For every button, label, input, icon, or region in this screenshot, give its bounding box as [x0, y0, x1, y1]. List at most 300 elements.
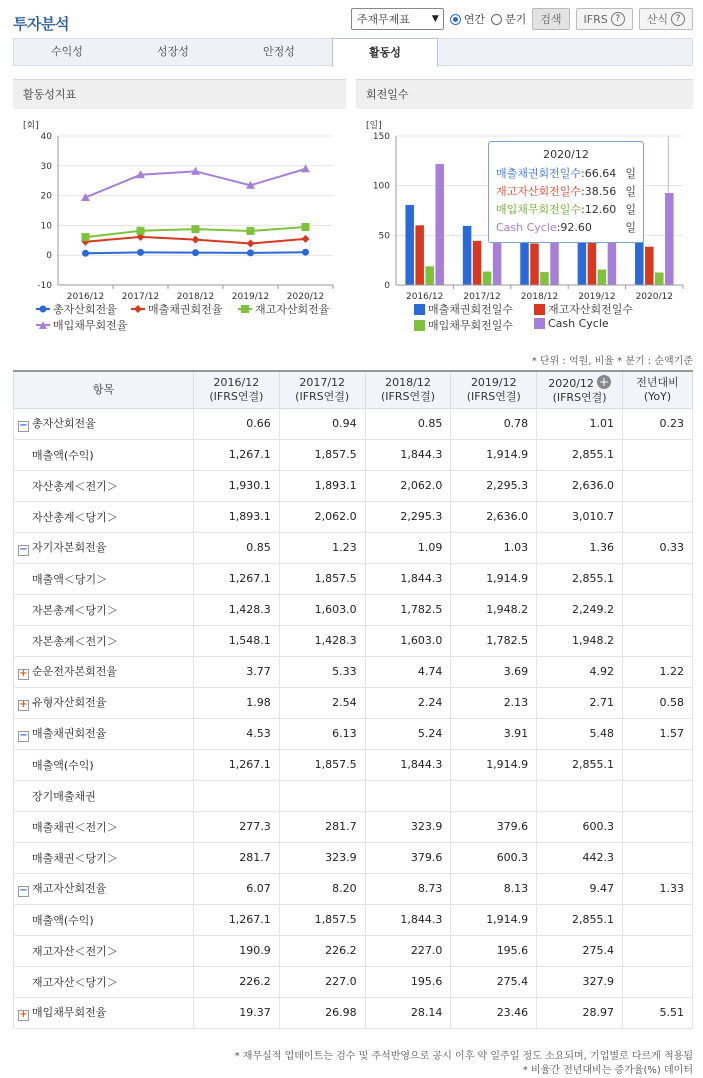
table-cell: 3.77 — [194, 656, 280, 687]
row-label-cell — [14, 904, 194, 935]
legend-swatch — [534, 318, 545, 329]
table-cell: 327.9 — [537, 966, 623, 997]
data-point[interactable] — [302, 235, 310, 243]
y-tick-label: 50 — [378, 231, 390, 242]
table-cell: 600.3 — [451, 842, 537, 873]
tooltip-value: :38.56 — [581, 185, 617, 198]
ifrs-button-label: IFRS — [583, 12, 608, 26]
tooltip-label: 매입채무회전일수 — [496, 203, 582, 216]
data-point[interactable] — [302, 223, 310, 231]
row-label: 자기자본회전율 — [32, 541, 107, 554]
expand-plus-icon[interactable]: + — [19, 699, 28, 710]
tooltip-label: Cash Cycle — [496, 221, 557, 234]
table-cell: 2,062.0 — [279, 501, 365, 532]
y-axis-label: [일] — [366, 121, 382, 131]
table-cell — [623, 842, 693, 873]
legend-item[interactable] — [534, 317, 609, 330]
data-point[interactable] — [302, 249, 309, 256]
table-cell: 1,914.9 — [451, 904, 537, 935]
table-cell: 1.22 — [623, 656, 693, 687]
table-cell — [537, 780, 623, 811]
table-cell: 1,930.1 — [194, 470, 280, 501]
tooltip-unit: 일 — [625, 221, 636, 234]
tooltip-unit: 일 — [625, 167, 636, 180]
header-sub: (IFRS연결) — [209, 389, 264, 403]
legend-item[interactable] — [534, 301, 633, 317]
table-cell: 0.78 — [451, 408, 537, 439]
radio-annual-dot[interactable] — [450, 14, 461, 25]
statement-select-value: 주재무제표 — [356, 13, 410, 26]
bar[interactable] — [435, 164, 444, 285]
legend-label: 재고자산회전일수 — [548, 303, 634, 316]
table-cell: 277.3 — [194, 811, 280, 842]
tab-growth[interactable]: 성장성 — [157, 45, 189, 58]
collapse-minus-icon[interactable]: − — [19, 730, 28, 741]
table-cell: 0.23 — [623, 408, 693, 439]
table-cell: 226.2 — [279, 935, 365, 966]
row-label: 자산총계＜전기＞ — [32, 479, 118, 493]
data-point[interactable] — [192, 249, 199, 256]
x-tick-label: 2016/12 — [66, 292, 105, 302]
tab-bar — [13, 38, 693, 66]
row-label-cell — [14, 718, 194, 749]
row-label: 매출채권＜당기＞ — [32, 851, 118, 865]
table-cell — [623, 749, 693, 780]
tooltip-value: :66.64 — [581, 167, 617, 180]
table-cell: 0.85 — [194, 532, 280, 563]
table-row — [14, 780, 693, 811]
tab-profitability[interactable]: 수익성 — [51, 45, 83, 58]
x-tick-label: 2019/12 — [231, 292, 270, 302]
header-sub: (IFRS연결) — [552, 390, 607, 404]
x-tick-label: 2019/12 — [578, 292, 616, 302]
row-label: 재고자산＜당기＞ — [32, 975, 118, 989]
row-label-cell — [14, 997, 194, 1028]
unit-note: * 단위 : 억원, 비율 * 분기 : 순액기준 — [531, 356, 693, 367]
ifrs-button[interactable] — [576, 8, 633, 30]
row-label: 자본총계＜전기＞ — [32, 634, 118, 648]
row-label-cell — [14, 439, 194, 470]
legend-label: 총자산회전율 — [53, 303, 117, 316]
row-label: 재고자산＜전기＞ — [32, 944, 118, 958]
tooltip-label: 매출채권회전일수 — [496, 167, 582, 180]
data-point[interactable] — [247, 240, 255, 248]
tooltip-unit: 일 — [625, 185, 636, 198]
table-cell — [623, 625, 693, 656]
data-point[interactable] — [82, 250, 89, 257]
table-cell: 5.51 — [623, 997, 693, 1028]
table-cell: 1,782.5 — [451, 625, 537, 656]
left-panel-title: 활동성지표 — [13, 79, 346, 109]
legend-item[interactable] — [36, 301, 117, 317]
legend-label: 매출채권회전일수 — [428, 303, 514, 316]
data-point[interactable] — [192, 225, 200, 233]
table-cell — [623, 935, 693, 966]
table-cell: 323.9 — [279, 842, 365, 873]
table-cell — [451, 780, 537, 811]
legend-item[interactable] — [131, 301, 222, 317]
data-point[interactable] — [247, 249, 254, 256]
row-label-cell — [14, 687, 194, 718]
table-cell: 5.48 — [537, 718, 623, 749]
header-label: 항목 — [92, 382, 115, 396]
table-row — [14, 749, 693, 780]
table-cell: 1,857.5 — [279, 439, 365, 470]
triangle-marker-icon — [36, 320, 50, 330]
table-cell: 1,844.3 — [365, 904, 451, 935]
table-cell: 2,636.0 — [451, 501, 537, 532]
table-cell: 600.3 — [537, 811, 623, 842]
table-row — [14, 966, 693, 997]
y-tick-label: 20 — [40, 191, 52, 202]
radio-annual-label: 연간 — [463, 13, 485, 26]
y-tick-label: 100 — [372, 181, 390, 192]
table-cell: 1,267.1 — [194, 439, 280, 470]
table-cell: 1,603.0 — [279, 594, 365, 625]
row-label: 매출액(수익) — [32, 758, 94, 772]
tooltip-row — [496, 183, 636, 201]
header-label: 2020/12 — [548, 376, 594, 390]
square-marker-icon — [238, 304, 252, 314]
bar[interactable] — [425, 266, 434, 285]
table-cell: 442.3 — [537, 842, 623, 873]
row-label-cell — [14, 842, 194, 873]
table-cell: 1.33 — [623, 873, 693, 904]
data-point[interactable] — [192, 236, 200, 244]
bar[interactable] — [463, 226, 472, 285]
header-year — [194, 371, 280, 408]
y-tick-label: 0 — [46, 251, 52, 262]
table-cell: 3.91 — [451, 718, 537, 749]
table-cell: 275.4 — [537, 935, 623, 966]
tooltip-row — [496, 219, 636, 237]
statement-select[interactable] — [351, 8, 444, 30]
table-cell: 3,010.7 — [537, 501, 623, 532]
bar[interactable] — [473, 241, 482, 285]
table-cell: 0.85 — [365, 408, 451, 439]
row-label: 자산총계＜당기＞ — [32, 510, 118, 524]
y-tick-label: 10 — [40, 221, 52, 232]
table-cell: 379.6 — [451, 811, 537, 842]
formula-button[interactable] — [639, 8, 693, 30]
table-cell — [623, 439, 693, 470]
tab-activity[interactable]: 활동성 — [332, 38, 438, 67]
table-header-row — [14, 371, 693, 408]
formula-button-label: 산식 — [646, 13, 668, 26]
bar[interactable] — [655, 272, 664, 285]
row-label: 유형자산회전율 — [32, 696, 107, 709]
table-cell: 2,855.1 — [537, 439, 623, 470]
table-cell: 2.54 — [279, 687, 365, 718]
chart-tooltip — [488, 141, 644, 243]
legend-label: 매입채무회전일수 — [428, 319, 514, 332]
table-cell: 2.24 — [365, 687, 451, 718]
data-point[interactable] — [82, 233, 90, 241]
bar-chart-legend — [414, 301, 693, 333]
row-label: 재고자산회전율 — [32, 882, 107, 895]
footnote: * 재무실적 업데이트는 검수 및 주석반영으로 공시 이후 약 일주일 정도 소요되며, 기업별로 다르게 적용됨 — [234, 1051, 693, 1062]
x-tick-label: 2017/12 — [463, 292, 501, 302]
legend-swatch — [414, 320, 425, 331]
table-cell: 1.09 — [365, 532, 451, 563]
table-cell: 4.92 — [537, 656, 623, 687]
table-cell — [623, 501, 693, 532]
row-label: 매출액＜당기＞ — [32, 572, 108, 586]
tooltip-row — [496, 201, 636, 219]
table-cell: 0.33 — [623, 532, 693, 563]
page-title: 투자분석 — [13, 15, 69, 33]
table-cell: 1,914.9 — [451, 749, 537, 780]
tooltip-label: 재고자산회전일수 — [496, 185, 582, 198]
x-tick-label: 2020/12 — [635, 292, 673, 302]
table-row — [14, 439, 693, 470]
table-row — [14, 408, 693, 439]
row-label-cell — [14, 501, 194, 532]
table-row — [14, 687, 693, 718]
table-cell: 8.20 — [279, 873, 365, 904]
x-tick-label: 2016/12 — [406, 292, 444, 302]
table-cell: 1,857.5 — [279, 563, 365, 594]
table-cell: 1,914.9 — [451, 439, 537, 470]
table-cell: 1,893.1 — [279, 470, 365, 501]
table-cell: 1.01 — [537, 408, 623, 439]
table-cell: 1,267.1 — [194, 904, 280, 935]
table-cell: 1.03 — [451, 532, 537, 563]
header-sub: (IFRS연결) — [380, 389, 436, 403]
y-tick-label: 150 — [372, 132, 390, 142]
x-tick-label: 2017/12 — [121, 292, 160, 302]
table-row — [14, 718, 693, 749]
legend-label: 매출채권회전율 — [148, 303, 223, 316]
header-year — [365, 371, 451, 408]
table-cell — [365, 780, 451, 811]
row-label-cell — [14, 873, 194, 904]
radio-quarter-dot[interactable] — [491, 14, 502, 25]
table-cell: 281.7 — [279, 811, 365, 842]
table-cell: 281.7 — [194, 842, 280, 873]
table-cell: 227.0 — [365, 935, 451, 966]
table-cell: 2.13 — [451, 687, 537, 718]
x-tick-label: 2018/12 — [520, 292, 559, 302]
row-label-cell — [14, 966, 194, 997]
table-cell: 1,844.3 — [365, 439, 451, 470]
chevron-down-icon: ▼ — [431, 14, 439, 24]
bar[interactable] — [645, 247, 654, 285]
table-cell: 9.47 — [537, 873, 623, 904]
table-cell: 226.2 — [194, 966, 280, 997]
help-icon: ? — [611, 12, 625, 26]
table-row — [14, 625, 693, 656]
table-cell: 1,782.5 — [365, 594, 451, 625]
search-button[interactable] — [532, 8, 569, 30]
table-row — [14, 470, 693, 501]
table-cell: 1,603.0 — [365, 625, 451, 656]
table-cell: 1,548.1 — [194, 625, 280, 656]
table-cell: 2,062.0 — [365, 470, 451, 501]
data-point[interactable] — [137, 227, 145, 235]
table-cell: 1,914.9 — [451, 563, 537, 594]
table-cell: 4.74 — [365, 656, 451, 687]
bar[interactable] — [665, 193, 674, 285]
table-cell: 1.23 — [279, 532, 365, 563]
table-cell: 1.57 — [623, 718, 693, 749]
table-cell: 1,267.1 — [194, 563, 280, 594]
activity-table — [13, 370, 693, 1029]
table-cell — [623, 780, 693, 811]
table-cell — [194, 780, 280, 811]
bar[interactable] — [598, 270, 607, 285]
tooltip-unit: 일 — [625, 203, 636, 216]
header-label: 2019/12 — [470, 375, 517, 389]
row-label: 매입채무회전율 — [32, 1006, 107, 1019]
row-label-cell — [14, 656, 194, 687]
table-cell: 3.69 — [451, 656, 537, 687]
table-cell: 2,295.3 — [365, 501, 451, 532]
data-point[interactable] — [137, 249, 144, 256]
top-controls — [351, 7, 693, 31]
table-cell: 19.37 — [194, 997, 280, 1028]
table-cell: 195.6 — [365, 966, 451, 997]
line-chart-legend — [36, 301, 346, 333]
table-row — [14, 532, 693, 563]
tooltip-title: 2020/12 — [543, 148, 589, 161]
table-cell: 2.71 — [537, 687, 623, 718]
table-cell: 1,857.5 — [279, 749, 365, 780]
row-label-cell — [14, 780, 194, 811]
collapse-minus-icon[interactable]: − — [19, 544, 28, 555]
table-row — [14, 656, 693, 687]
header-year — [537, 371, 623, 408]
row-label-cell — [14, 749, 194, 780]
table-cell: 195.6 — [451, 935, 537, 966]
table-cell: 28.14 — [365, 997, 451, 1028]
table-cell: 1,844.3 — [365, 749, 451, 780]
table-cell: 1,428.3 — [279, 625, 365, 656]
table-row — [14, 935, 693, 966]
table-row — [14, 594, 693, 625]
table-cell: 6.07 — [194, 873, 280, 904]
table-cell: 190.9 — [194, 935, 280, 966]
header-label: 2016/12 — [213, 375, 260, 389]
table-cell: 1,893.1 — [194, 501, 280, 532]
table-cell: 0.66 — [194, 408, 280, 439]
table-cell: 2,855.1 — [537, 749, 623, 780]
table-cell: 379.6 — [365, 842, 451, 873]
row-label: 장기매출채권 — [32, 789, 96, 803]
diamond-marker-icon — [131, 304, 145, 314]
activity-line-chart — [13, 112, 346, 302]
table-cell: 26.98 — [279, 997, 365, 1028]
table-cell: 1,857.5 — [279, 904, 365, 935]
row-label: 매출채권회전율 — [32, 727, 107, 740]
table-row — [14, 904, 693, 935]
bar[interactable] — [483, 272, 492, 285]
expand-plus-icon[interactable]: + — [19, 1009, 28, 1020]
circle-marker-icon — [36, 304, 50, 314]
row-label-cell — [14, 625, 194, 656]
table-cell: 323.9 — [365, 811, 451, 842]
legend-item[interactable] — [414, 301, 513, 317]
y-tick-label: 0 — [384, 281, 390, 291]
table-cell: 1,844.3 — [365, 563, 451, 594]
tab-stability[interactable]: 안정성 — [263, 45, 295, 58]
bar[interactable] — [588, 240, 597, 285]
row-label-cell — [14, 811, 194, 842]
row-label: 매출액(수익) — [32, 448, 94, 462]
table-cell: 2,855.1 — [537, 563, 623, 594]
table-cell: 1.98 — [194, 687, 280, 718]
legend-item[interactable] — [238, 301, 329, 317]
table-row — [14, 811, 693, 842]
radio-quarter[interactable] — [491, 11, 526, 27]
header-label: 2018/12 — [385, 375, 431, 389]
y-tick-label: -10 — [37, 281, 52, 291]
row-label-cell — [14, 470, 194, 501]
expand-plus-icon[interactable]: + — [598, 374, 609, 389]
header-year — [451, 371, 537, 408]
bar[interactable] — [530, 243, 539, 285]
table-cell: 2,636.0 — [537, 470, 623, 501]
bar[interactable] — [540, 272, 549, 285]
legend-item[interactable] — [36, 317, 127, 333]
table-cell — [623, 594, 693, 625]
radio-annual[interactable] — [450, 11, 485, 27]
y-tick-label: 30 — [40, 161, 52, 172]
table-cell — [623, 966, 693, 997]
collapse-minus-icon[interactable]: − — [19, 885, 28, 896]
table-cell: 1.36 — [537, 532, 623, 563]
table-cell: 1,267.1 — [194, 749, 280, 780]
row-label: 순운전자본회전율 — [32, 665, 118, 678]
table-cell: 275.4 — [451, 966, 537, 997]
header-item — [14, 371, 194, 408]
right-panel-title: 회전일수 — [356, 79, 693, 109]
table-row — [14, 873, 693, 904]
row-label-cell — [14, 532, 194, 563]
expand-plus-icon[interactable]: + — [19, 668, 28, 679]
table-cell — [623, 904, 693, 935]
row-label-cell — [14, 594, 194, 625]
help-icon: ? — [671, 12, 685, 26]
table-cell: 23.46 — [451, 997, 537, 1028]
header-sub: (IFRS연결) — [466, 389, 521, 403]
table-cell: 4.53 — [194, 718, 280, 749]
row-label: 자본총계＜당기＞ — [32, 603, 118, 617]
table-cell: 227.0 — [279, 966, 365, 997]
data-point[interactable] — [247, 227, 255, 235]
header-year — [279, 371, 365, 408]
legend-swatch — [534, 304, 545, 315]
bar[interactable] — [415, 225, 424, 285]
table-row — [14, 563, 693, 594]
table-cell — [623, 563, 693, 594]
table-cell — [279, 780, 365, 811]
table-cell: 1,428.3 — [194, 594, 280, 625]
row-label-cell — [14, 408, 194, 439]
header-yoy — [623, 371, 693, 408]
table-cell: 8.73 — [365, 873, 451, 904]
row-label: 매출액(수익) — [32, 913, 94, 927]
collapse-minus-icon[interactable]: − — [19, 420, 28, 431]
legend-swatch — [414, 304, 425, 315]
table-cell: 8.13 — [451, 873, 537, 904]
row-label: 총자산회전율 — [32, 417, 96, 430]
table-cell: 1,948.2 — [537, 625, 623, 656]
table-cell: 2,295.3 — [451, 470, 537, 501]
legend-item[interactable] — [414, 317, 513, 333]
bar[interactable] — [405, 205, 414, 285]
table-row — [14, 842, 693, 873]
